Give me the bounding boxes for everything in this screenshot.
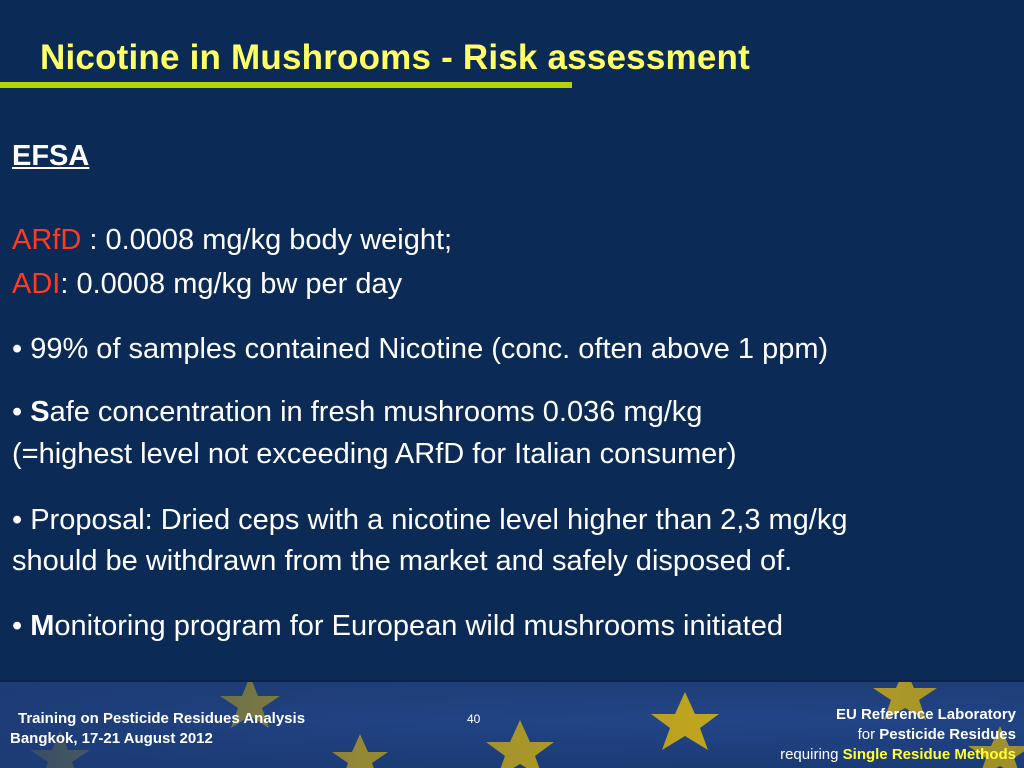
efsa-heading: EFSA [12, 140, 90, 172]
bullet-text: afe concentration in fresh mushrooms 0.036 mg/kg [49, 396, 703, 428]
eu-lab-subtitle [858, 726, 1016, 743]
title-underline [0, 82, 572, 88]
training-location-date: Bangkok, 17-21 August 2012 [10, 730, 213, 747]
adi-line [12, 268, 402, 301]
bullet-initial: M [30, 610, 55, 642]
training-title: Training on Pesticide Residues Analysis [18, 710, 306, 727]
arfd-line [12, 224, 452, 257]
eu-lab-tagline [780, 746, 1016, 763]
bullet-initial: S [30, 396, 50, 428]
bullet-monitoring [12, 610, 783, 643]
bullet-text: onitoring program for European wild mushrooms initiated [54, 610, 783, 642]
adi-value: : 0.0008 mg/kg bw per day [60, 268, 403, 300]
slide-title: Nicotine in Mushrooms - Risk assessment [40, 38, 750, 77]
bullet-marker: • [12, 396, 31, 428]
bullet-proposal: • Proposal: Dried ceps with a nicotine level higher than 2,3 mg/kg [12, 504, 848, 536]
bullet-samples: • 99% of samples contained Nicotine (conc. often above 1 ppm) [12, 333, 829, 365]
footer-banner [0, 680, 1024, 768]
eu-lab-name: EU Reference Laboratory [835, 706, 1016, 723]
bullet-safe-concentration-note: (=highest level not exceeding ARfD for Italian consumer) [12, 438, 737, 470]
bullet-proposal-cont: should be withdrawn from the market and safely disposed of. [12, 545, 793, 577]
eu-lab-subtitle-prefix: for [857, 726, 880, 743]
eu-lab-subtitle-bold: Pesticide Residues [879, 726, 1016, 743]
page-number: 40 [467, 712, 481, 726]
bullet-safe-concentration [12, 396, 702, 429]
bullet-marker: • [12, 610, 31, 642]
adi-label: ADI [12, 268, 61, 300]
arfd-value: : 0.0008 mg/kg body weight; [81, 224, 453, 256]
eu-lab-tagline-prefix: requiring [780, 746, 843, 763]
arfd-label: ARfD [12, 224, 82, 256]
eu-lab-tagline-highlight: Single Residue Methods [842, 746, 1016, 763]
